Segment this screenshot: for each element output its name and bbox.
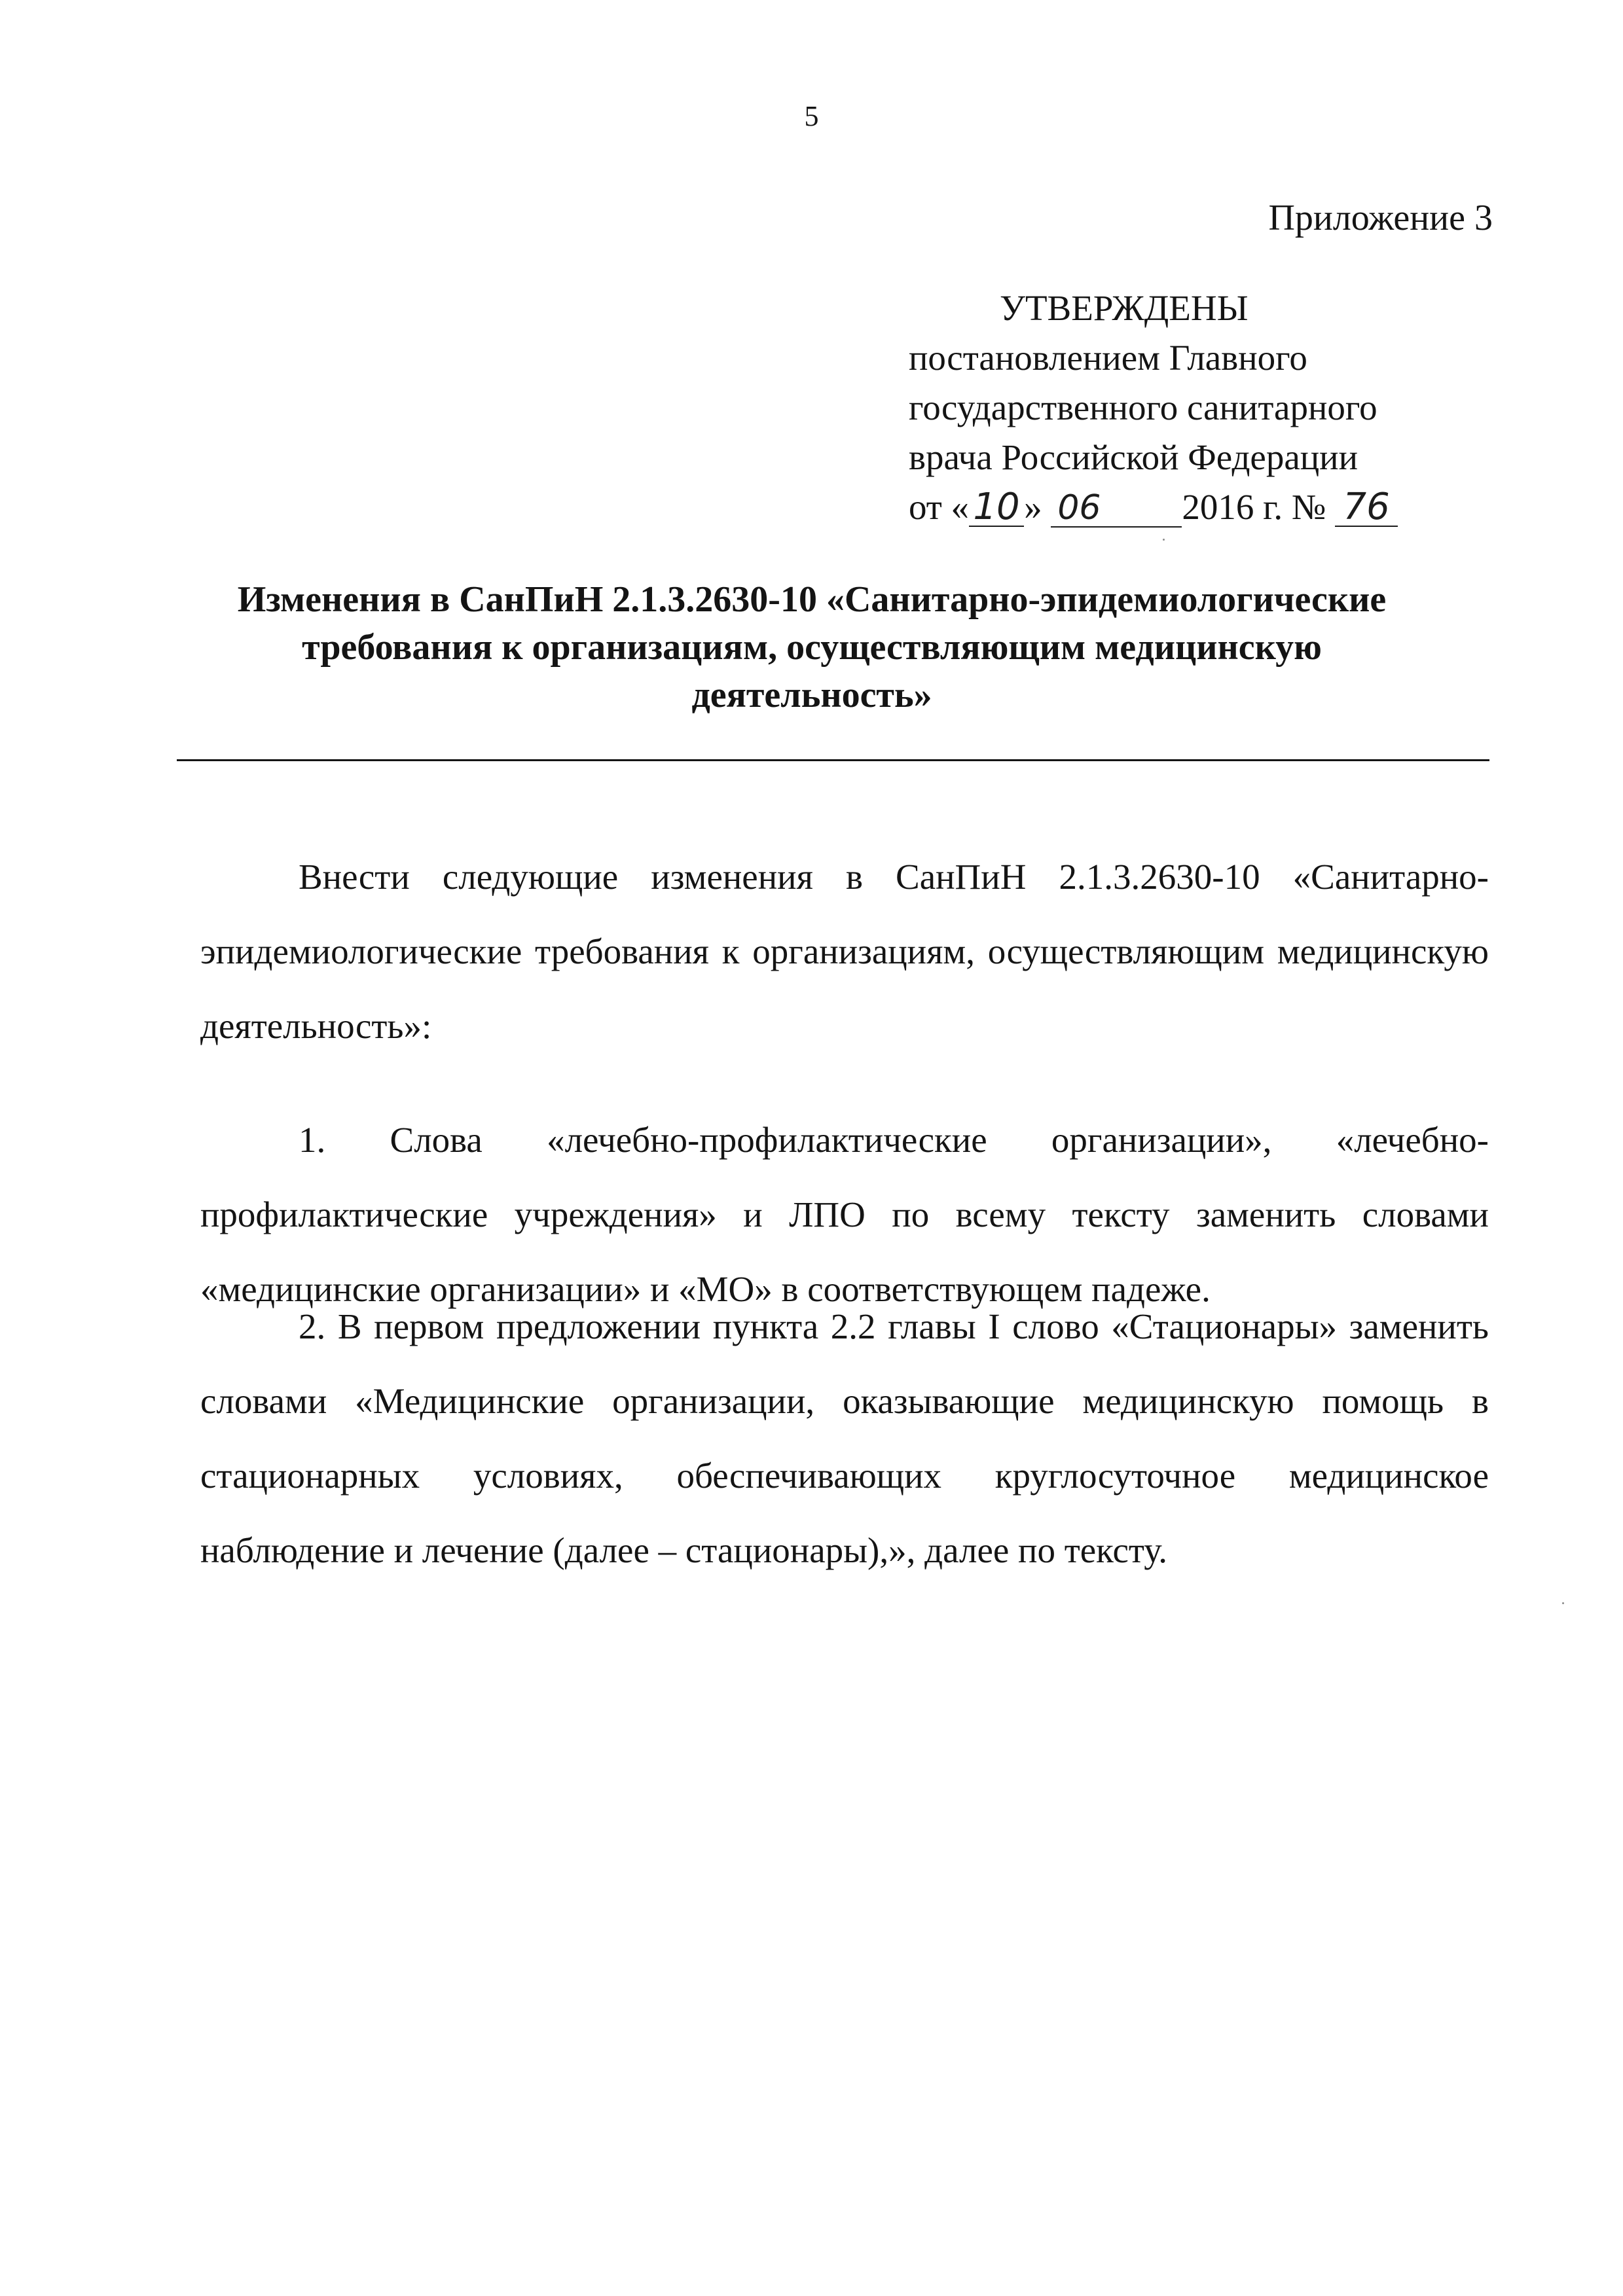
approval-heading: УТВЕРЖДЕНЫ [1000, 288, 1249, 328]
approval-line-1: постановлением Главного [909, 338, 1307, 378]
item-2-paragraph: 2. В первом предложении пункта 2.2 главы I слово «Стационары» заменить словами «Медицинские организации, оказывающие медицинскую помощь в стационарных условиях, обеспечивающих круглосуточное медицинское наблюдение и лечение (далее – стационары),», далее по тексту. [200, 1306, 1489, 1570]
scan-speck [1163, 539, 1165, 541]
approval-date-line [909, 482, 1563, 532]
item-1-paragraph: 1. Слова «лечебно-профилактические организации», «лечебно-профилактические учреждения» и ЛПО по всему тексту заменить словами «медицинские организации» и «МО» в соответствующем падеже. [200, 1120, 1489, 1309]
date-year: 2016 г. № [1182, 487, 1326, 527]
handwritten-day: 10 [969, 489, 1024, 527]
appendix-label: Приложение 3 [1268, 198, 1493, 238]
page-number: 5 [804, 100, 819, 132]
title-divider [177, 759, 1489, 761]
handwritten-doc-number: 76 [1335, 489, 1398, 527]
title-line-3: деятельность» [691, 675, 932, 715]
scan-speck [1562, 1602, 1564, 1604]
intro-paragraph: Внести следующие изменения в СанПиН 2.1.3.2630-10 «Санитарно-эпидемиологические требования к организациям, осуществляющим медицинскую деятельность»: [200, 857, 1489, 1046]
handwritten-month: 06 [1051, 490, 1182, 528]
date-mid: » [1024, 487, 1042, 527]
approval-block [909, 283, 1563, 532]
approval-line-3: врача Российской Федерации [909, 437, 1359, 477]
date-prefix: от « [909, 487, 970, 527]
title-line-1: Изменения в СанПиН 2.1.3.2630-10 «Санитарно-эпидемиологические [237, 579, 1387, 620]
title-line-2: требования к организациям, осуществляющим медицинскую [302, 627, 1322, 668]
document-title [196, 576, 1427, 719]
approval-line-2: государственного санитарного [909, 387, 1377, 427]
